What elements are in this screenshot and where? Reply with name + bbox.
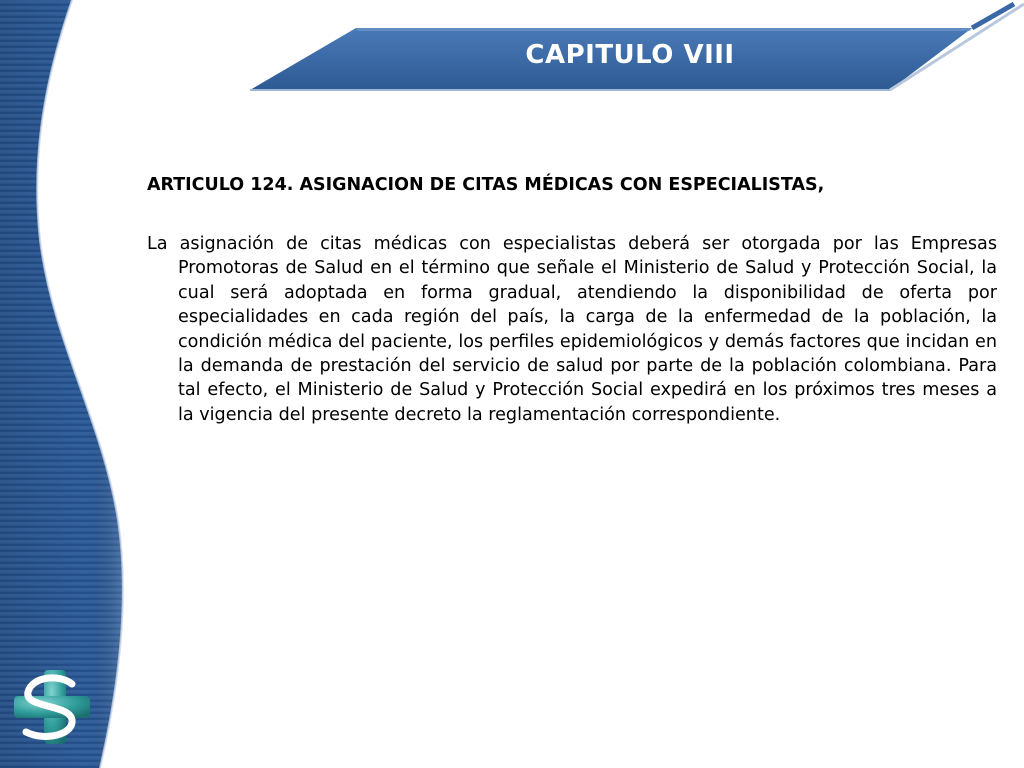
health-cross-s-logo-icon (10, 668, 92, 748)
article-heading: ARTICULO 124. ASIGNACION DE CITAS MÉDICAS CON ESPECIALISTAS, (147, 175, 825, 195)
side-decorative-band (0, 0, 140, 768)
article-body: La asignación de citas médicas con especialistas deberá ser otorgada por las Empresas Promotoras de Salud en el término que señale el Ministerio de Salud y Protección Social, la cual será adoptada en forma gradual, atendiendo la disponibilidad de oferta por especialidades en cada región del país, la carga de la enfermedad de la población, la condición médica del paciente, los perfiles epidemiológicos y demás factores que incidan en la demanda de prestación del servicio de salud por parte de la población colombiana. Para tal efecto, el Ministerio de Salud y Protección Social expedirá en los próximos tres meses a la vigencia del presente decreto la reglamentación correspondiente. (147, 234, 997, 425)
article-content (147, 172, 997, 427)
slide-title: CAPITULO VIII (525, 40, 735, 70)
